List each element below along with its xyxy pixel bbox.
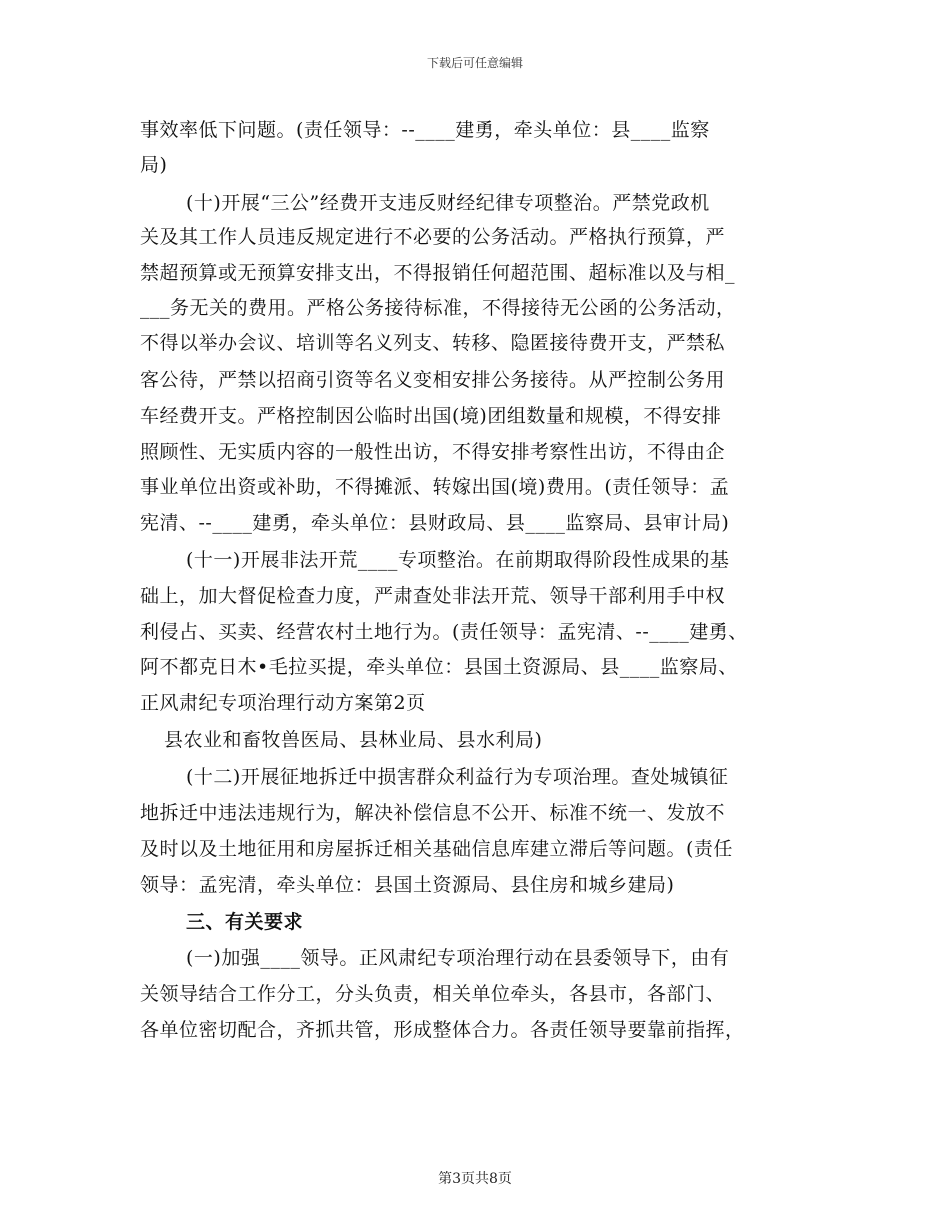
text-line: 各单位密切配合，齐抓共管，形成整体合力。各责任领导要靠前指挥， [140, 1019, 745, 1041]
text-line: 照顾性、无实质内容的一般性出访，不得安排考察性出访，不得由企 [140, 441, 726, 463]
text-line: 车经费开支。严格控制因公临时出国(境)团组数量和规模，不得安排 [140, 405, 722, 427]
text-line: 事效率低下问题。(责任领导：--____建勇，牵头单位：县____监察 [140, 119, 710, 141]
text-line: 正风肃纪专项治理行动方案第2页 [140, 692, 426, 714]
text-line: 禁超预算或无预算安排支出，不得报销任何超范围、超标准以及与相_ [140, 262, 736, 284]
text-line: 客公待，严禁以招商引资等名义变相安排公务接待。从严控制公务用 [140, 369, 726, 391]
text-line: 关领导结合工作分工，分头负责，相关单位牵头，各县市，各部门、 [140, 983, 726, 1005]
text-line: 及时以及土地征用和房屋拆迁相关基础信息库建立滞后等问题。(责任 [140, 838, 733, 860]
text-line: ___务无关的费用。严格公务接待标准，不得接待无公函的公务活动， [140, 297, 736, 319]
paragraph-first-line: (一)加强____领导。正风肃纪专项治理行动在县委领导下，由有 [186, 947, 730, 969]
text-line: 阿不都克日木•毛拉买提，牵头单位：县国土资源局、县____监察局、 [140, 656, 738, 678]
page-footer: 第3页共8页 [438, 1171, 512, 1187]
paragraph-first-line: (十二)开展征地拆迁中损害群众利益行为专项治理。查处城镇征 [186, 766, 729, 788]
text-line: 础上，加大督促检查力度，严肃查处非法开荒、领导干部利用手中权 [140, 585, 726, 607]
text-line: 关及其工作人员违反规定进行不必要的公务活动。严格执行预算，严 [140, 226, 726, 248]
text-line: 事业单位出资或补助，不得摊派、转嫁出国(境)费用。(责任领导：孟 [140, 476, 730, 498]
page-header: 下载后可任意编辑 [426, 56, 523, 70]
paragraph-first-line: (十一)开展非法开荒____专项整治。在前期取得阶段性成果的基 [186, 549, 730, 571]
paragraph-first-line: (十)开展“三公”经费开支违反财经纪律专项整治。严禁党政机 [186, 192, 710, 214]
text-line: 领导：孟宪清，牵头单位：县国土资源局、县住房和城乡建局) [140, 874, 675, 896]
text-line: 县农业和畜牧兽医局、县林业局、县水利局) [164, 729, 543, 751]
text-line: 宪清、--____建勇，牵头单位：县财政局、县____监察局、县审计局) [140, 512, 730, 534]
text-line: 利侵占、买卖、经营农村土地行为。(责任领导：孟宪清、--____建勇、 [140, 621, 748, 643]
section-heading: 三、有关要求 [186, 911, 304, 933]
text-line: 不得以举办会议、培训等名义列支、转移、隐匿接待费开支，严禁私 [140, 332, 726, 354]
text-line: 地拆迁中违法违规行为，解决补偿信息不公开、标准不统一、发放不 [140, 802, 726, 824]
text-line: 局) [140, 154, 168, 176]
